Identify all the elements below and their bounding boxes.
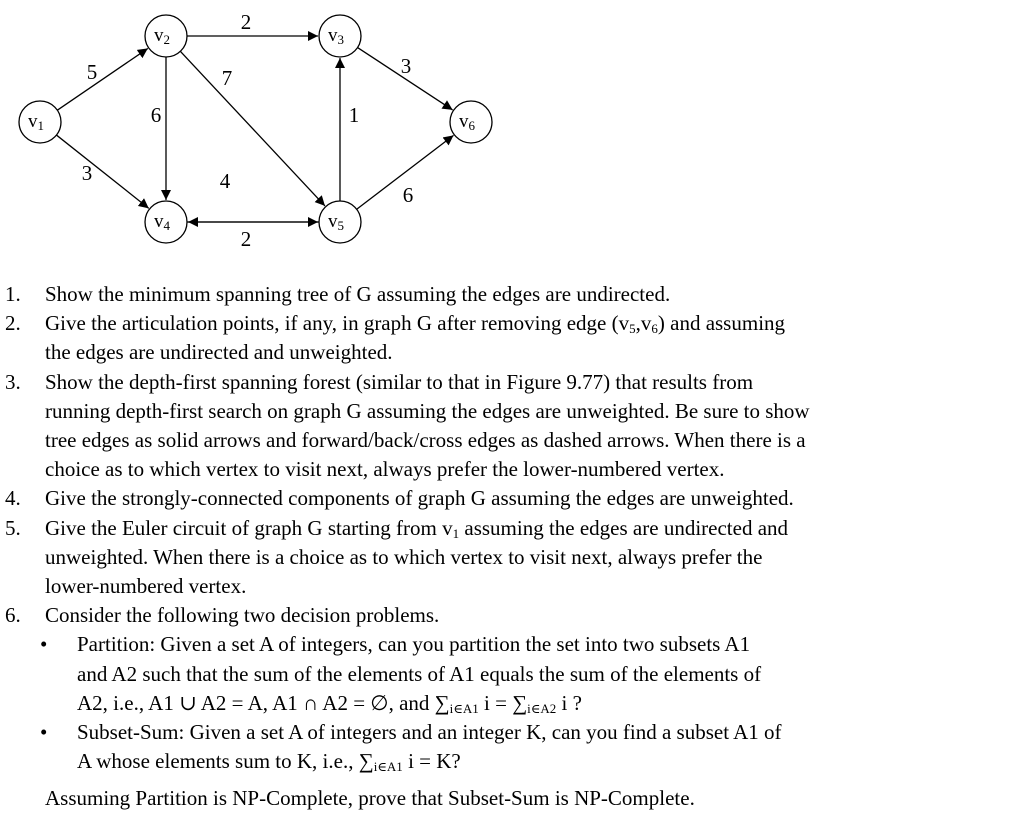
vertex-label: $v_4$ (154, 211, 170, 233)
question-5 (0, 514, 1024, 602)
edge-weight-v2-v3: 2 (240, 9, 252, 34)
question-text: Give the strongly-connected components of graph G assuming the edges are unweighted. (45, 486, 794, 511)
question-text: Show the minimum spanning tree of G assuming the edges are undirected. (45, 282, 671, 306)
closing-statement: Assuming Partition is NP-Complete, prove that Subset-Sum is NP-Complete. (45, 786, 695, 810)
graph-figure (0, 0, 500, 262)
edge-v1-v2 (57, 48, 147, 110)
bullet-dot: • (40, 632, 48, 657)
edge-weight-v4-v5: 2 (240, 226, 252, 251)
vertex-v3 (319, 15, 361, 57)
edges (56, 10, 453, 251)
bullet-partition: • Partition: Given a set A of integers, can you partition the set into two subsets A1 and A2 such that the sum of the elements of A1 equals the sum of the elements of A2, i.e., A1 ∪ A2 = A, A1 ∩ A2 = ∅, and $\sum_{i\in A1}$ $i = \sum_{i\in A2}$ i ? (40, 632, 762, 716)
question-number: 1. (5, 282, 21, 306)
edge-weight-v3-v6: 3 (400, 53, 412, 78)
edge-v1-v4 (56, 135, 148, 208)
vertex-v1 (19, 101, 61, 143)
vertices (19, 15, 492, 243)
question-text: Consider the following two decision problems. (45, 603, 440, 628)
edge-weight-v5-v6: 6 (402, 182, 414, 207)
question-4 (0, 484, 1024, 513)
edge-weight-v1-v4: 3 (81, 160, 93, 185)
question-6 (0, 601, 1024, 776)
question-3 (0, 368, 1024, 485)
edge-weight-v2-v4: 6 (150, 102, 162, 127)
edge-v2-v5 (180, 51, 325, 206)
vertex-label: $v_6$ (459, 111, 475, 133)
edge-weight-v5-v4: 4 (219, 168, 231, 193)
vertex-label: $v_1$ (28, 111, 44, 133)
edge-weight-v1-v2: 5 (86, 59, 98, 84)
edge-weight-v2-v5: 7 (221, 65, 233, 90)
vertex-v6 (450, 101, 492, 143)
bullet-list (0, 630, 1024, 776)
vertex-v2 (145, 15, 187, 57)
question-number: 4. (5, 486, 21, 511)
question-1 (0, 280, 1024, 309)
question-number: 5. (5, 515, 21, 540)
vertex-label: $v_5$ (328, 211, 344, 233)
question-text: Give the articulation points, if any, in graph G after removing edge $(v_5,v_6)$ and assuming the edges are undirected and unweighted. (45, 311, 786, 365)
question-2 (0, 309, 1024, 367)
bullet-dot: • (40, 720, 48, 745)
bullet-subset-sum: • Subset-Sum: Given a set A of integers and an integer K, can you find a subset A1 of A whose elements sum to K, i.e., $\sum_{i\in A1}$ i = K? (40, 720, 782, 775)
question-text: Give the Euler circuit of graph G starting from $v_1$ assuming the edges are undirected and unweighted. When there is a choice as to which vertex to visit next, always prefer the lower-numbered vertex. (45, 515, 789, 599)
edge-weight-v5-v3: 1 (348, 102, 360, 127)
question-number: 6. (5, 603, 21, 628)
question-number: 2. (5, 311, 21, 336)
question-text: Show the depth-first spanning forest (similar to that in Figure 9.77) that results from running depth-first search on graph G assuming the edges are unweighted. Be sure to show tree edges as solid arrows and forward/back/cross edges as dashed arrows. When there is a choice as to which vertex to visit next, always prefer the lower-numbered vertex. (45, 369, 810, 482)
vertex-v5 (319, 201, 361, 243)
question-list (0, 280, 1024, 776)
vertex-label: $v_2$ (154, 25, 170, 47)
question-number: 3. (5, 369, 21, 394)
vertex-label: $v_3$ (328, 25, 344, 47)
vertex-v4 (145, 201, 187, 243)
